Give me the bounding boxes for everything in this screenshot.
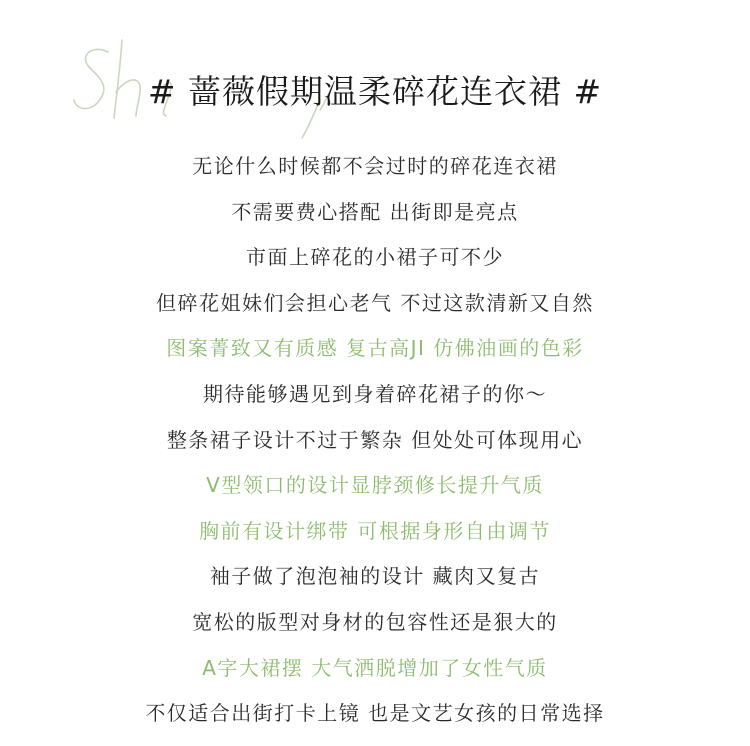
- description-lines: [0, 144, 750, 737]
- description-line: 市面上碎花的小裙子可不少: [246, 245, 504, 270]
- description-line: 宽松的版型对身材的包容性还是狠大的: [192, 609, 558, 634]
- description-line: 胸前有设计绑带 可根据身形自由调节: [199, 518, 551, 543]
- description-line: 图案菁致又有质感 复古高JI 仿佛油画的色彩: [166, 336, 584, 361]
- description-line: 但碎花姐妹们会担心老气 不过这款清新又自然: [156, 290, 594, 315]
- description-line: A字大裙摆 大气洒脱增加了女性气质: [202, 655, 548, 680]
- description-line: 袖子做了泡泡袖的设计 藏肉又复古: [209, 564, 541, 589]
- description-line: 期待能够遇见到身着碎花裙子的你～: [203, 381, 547, 406]
- description-line: 不需要费心搭配 出街即是亮点: [231, 199, 519, 224]
- page-title: # 蔷薇假期温柔碎花连衣裙 #: [147, 72, 603, 111]
- description-line: 整条裙子设计不过于繁杂 但处处可体现用心: [166, 427, 584, 452]
- description-line: V型领口的设计显脖颈修长提升气质: [206, 473, 544, 498]
- description-line: 无论什么时候都不会过时的碎花连衣裙: [192, 154, 558, 178]
- description-line: 不仅适合出街打卡上镜 也是文艺女孩的日常选择: [145, 701, 605, 726]
